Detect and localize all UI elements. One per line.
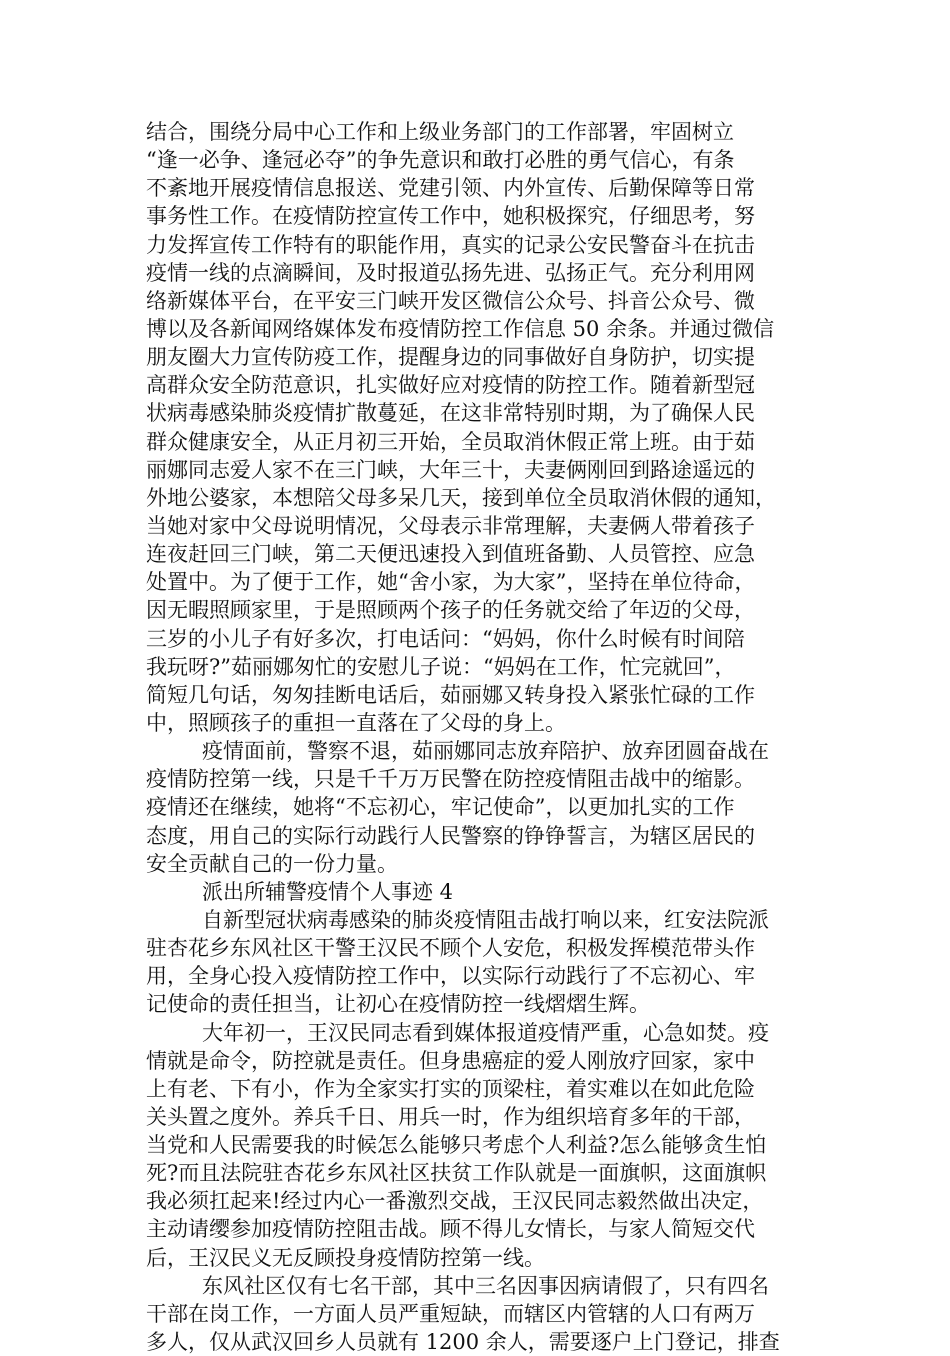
text-line: 安全贡献自己的一份力量。 — [146, 851, 398, 876]
text-line: 驻杏花乡东风社区干警王汉民不顾个人安危，积极发挥模范带头作 — [146, 936, 755, 961]
text-line: 死?而且法院驻杏花乡东风社区扶贫工作队就是一面旗帜，这面旗帜 — [146, 1161, 767, 1186]
text-line: 络新媒体平台，在平安三门峡开发区微信公众号、抖音公众号、微 — [146, 288, 755, 313]
body-text — [146, 118, 826, 1356]
text-line: 中，照顾孩子的重担一直落在了父母的身上。 — [146, 710, 566, 735]
text-line: 多人，仅从武汉回乡人员就有 1200 余人，需要逐户上门登记，排查 — [146, 1330, 780, 1355]
text-line: 朋友圈大力宣传防疫工作，提醒身边的同事做好自身防护，切实提 — [146, 345, 755, 370]
section-heading: 派出所辅警疫情个人事迹 4 — [202, 879, 454, 904]
text-line: 情就是命令，防控就是责任。但身患癌症的爱人刚放疗回家，家中 — [146, 1048, 755, 1073]
text-line: 上有老、下有小，作为全家实打实的顶梁柱，着实难以在如此危险 — [146, 1076, 755, 1101]
text-line: 当党和人民需要我的时候怎么能够只考虑个人利益?怎么能够贪生怕 — [146, 1133, 767, 1158]
text-line: 自新型冠状病毒感染的肺炎疫情阻击战打响以来，红安法院派 — [202, 907, 769, 932]
text-line: 主动请缨参加疫情防控阻击战。顾不得儿女情长，与家人简短交代 — [146, 1217, 755, 1242]
text-line: 疫情还在继续，她将“不忘初心，牢记使命”，以更加扎实的工作 — [146, 795, 735, 820]
text-line: 状病毒感染肺炎疫情扩散蔓延，在这非常特别时期，为了确保人民 — [146, 401, 755, 426]
text-line: 用，全身心投入疫情防控工作中，以实际行动践行了不忘初心、牢 — [146, 964, 755, 989]
text-line: 处置中。为了便于工作，她“舍小家，为大家”，坚持在单位待命， — [146, 570, 756, 595]
text-line: 我玩呀?”茹丽娜匆忙的安慰儿子说：“妈妈在工作，忙完就回”， — [146, 654, 736, 679]
text-line: 连夜赶回三门峡，第二天便迅速投入到值班备勤、人员管控、应急 — [146, 542, 755, 567]
text-line: 干部在岗工作，一方面人员严重短缺，而辖区内管辖的人口有两万 — [146, 1301, 755, 1326]
text-line: 后，王汉民义无反顾投身疫情防控第一线。 — [146, 1245, 545, 1270]
text-line: 东风社区仅有七名干部，其中三名因事因病请假了，只有四名 — [202, 1273, 769, 1298]
text-line: 简短几句话，匆匆挂断电话后，茹丽娜又转身投入紧张忙碌的工作 — [146, 682, 755, 707]
text-line: 大年初一，王汉民同志看到媒体报道疫情严重，心急如焚。疫 — [202, 1020, 769, 1045]
text-line: 事务性工作。在疫情防控宣传工作中，她积极探究，仔细思考，努 — [146, 204, 755, 229]
text-line: 外地公婆家，本想陪父母多呆几天，接到单位全员取消休假的通知， — [146, 485, 776, 510]
text-line: 高群众安全防范意识，扎实做好应对疫情的防控工作。随着新型冠 — [146, 373, 755, 398]
text-line: 关头置之度外。养兵千日、用兵一时，作为组织培育多年的干部， — [146, 1104, 755, 1129]
text-line: 群众健康安全，从正月初三开始，全员取消休假正常上班。由于茹 — [146, 429, 755, 454]
text-line: 当她对家中父母说明情况，父母表示非常理解，夫妻俩人带着孩子 — [146, 513, 755, 538]
text-line: 结合，围绕分局中心工作和上级业务部门的工作部署，牢固树立 — [146, 120, 734, 144]
text-line: “逢一必争、逢冠必夺”的争先意识和敢打必胜的勇气信心，有条 — [146, 148, 735, 173]
text-line: 疫情防控第一线，只是千千万万民警在防控疫情阻击战中的缩影。 — [146, 767, 755, 792]
text-line: 疫情一线的点滴瞬间，及时报道弘扬先进、弘扬正气。充分利用网 — [146, 260, 755, 285]
text-line: 疫情面前，警察不退，茹丽娜同志放弃陪护、放弃团圆奋战在 — [202, 739, 769, 764]
text-line: 三岁的小儿子有好多次，打电话问：“妈妈，你什么时候有时间陪 — [146, 626, 745, 651]
text-line: 力发挥宣传工作特有的职能作用，真实的记录公安民警奋斗在抗击 — [146, 232, 755, 257]
text-line: 丽娜同志爱人家不在三门峡，大年三十，夫妻俩刚回到路途遥远的 — [146, 457, 755, 482]
text-line: 博以及各新闻网络媒体发布疫情防控工作信息 50 余条。并通过微信 — [146, 316, 775, 341]
text-line: 我必须扛起来!经过内心一番激烈交战，王汉民同志毅然做出决定， — [146, 1189, 764, 1214]
text-line: 态度，用自己的实际行动践行人民警察的铮铮誓言，为辖区居民的 — [146, 823, 755, 848]
text-line: 不紊地开展疫情信息报送、党建引领、内外宣传、后勤保障等日常 — [146, 176, 755, 201]
text-line: 记使命的责任担当，让初心在疫情防控一线熠熠生辉。 — [146, 992, 650, 1017]
text-line: 因无暇照顾家里，于是照顾两个孩子的任务就交给了年迈的父母， — [146, 598, 755, 623]
